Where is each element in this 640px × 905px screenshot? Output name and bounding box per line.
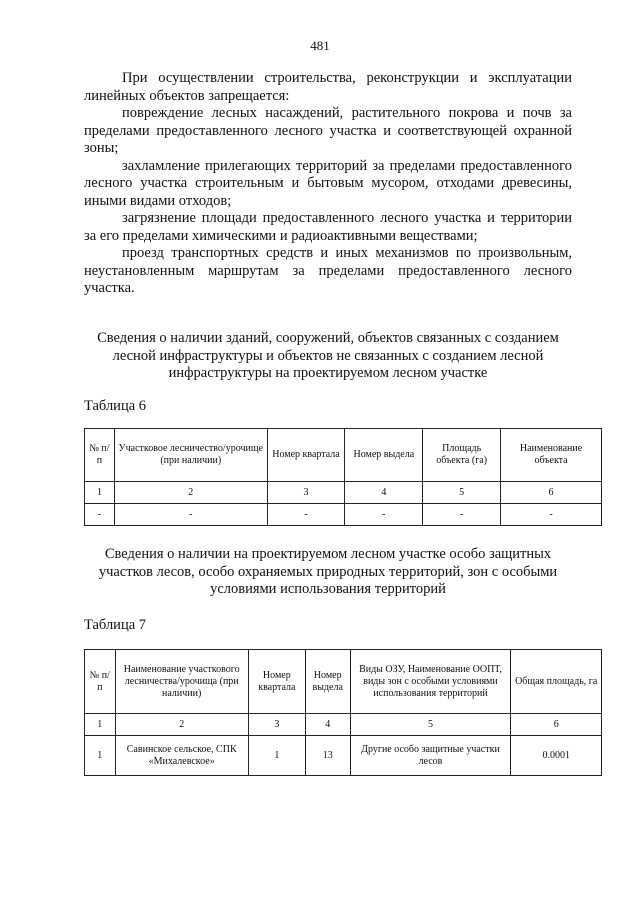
table6-header-cell: Номер квартала (267, 429, 345, 482)
table7-cell: Другие особо защитные участки лесов (350, 736, 511, 776)
table6-header-cell: Участковое лесничество/урочище (при наличии) (114, 429, 267, 482)
intro-text (84, 70, 572, 298)
table6-cell: - (423, 504, 501, 526)
table7-cell: 0.0001 (511, 736, 602, 776)
table6-cell: - (85, 504, 115, 526)
table6-cell: - (267, 504, 345, 526)
table6-header-cell: Наименование объекта (501, 429, 602, 482)
table7-header-cell: Номер квартала (248, 650, 305, 714)
table7-header-cell: № п/п (85, 650, 116, 714)
table6-number-cell: 3 (267, 482, 345, 504)
table6-number-cell: 1 (85, 482, 115, 504)
table7-number-cell: 3 (248, 714, 305, 736)
table6-header-cell: № п/п (85, 429, 115, 482)
table6-number-cell: 2 (114, 482, 267, 504)
table7-header-cell: Номер выдела (305, 650, 350, 714)
table6-number-cell: 5 (423, 482, 501, 504)
table-row (85, 504, 602, 526)
table6-cell: - (345, 504, 423, 526)
intro-paragraph-2: повреждение лесных насаждений, растительного покрова и почв за пределами предоставленного лесного участка и соответствующей охранной зоны; (84, 105, 572, 156)
table6-cell: - (114, 504, 267, 526)
table7-cell: 1 (248, 736, 305, 776)
intro-paragraph-4: загрязнение площади предоставленного лесного участка и территории за его пределами химическими и радиоактивными веществами; (84, 210, 572, 244)
table-7 (84, 649, 602, 776)
table7-number-cell: 4 (305, 714, 350, 736)
table6-header-cell: Номер выдела (345, 429, 423, 482)
section1-heading: Сведения о наличии зданий, сооружений, объектов связанных с созданием лесной инфраструктуры и объектов не связанных с созданием лесной инфраструктуры на проектируемом лесном участке (97, 330, 559, 381)
table-row (85, 736, 602, 776)
table7-number-cell: 1 (85, 714, 116, 736)
table6-number-cell: 4 (345, 482, 423, 504)
table7-header-row (85, 650, 602, 714)
table-6 (84, 428, 602, 526)
table6-header-cell: Площадь объекта (га) (423, 429, 501, 482)
table6-number-cell: 6 (501, 482, 602, 504)
intro-paragraph-5: проезд транспортных средств и иных механизмов по произвольным, неустановленным маршрутам за пределами предоставленного лесного участка. (84, 245, 572, 296)
table7-cell: 13 (305, 736, 350, 776)
table6-cell: - (501, 504, 602, 526)
table7-cell: 1 (85, 736, 116, 776)
table7-number-cell: 6 (511, 714, 602, 736)
table6-number-row (85, 482, 602, 504)
table7-cell: Савинское сельское, СПК «Михалевское» (115, 736, 248, 776)
table7-header-cell: Общая площадь, га (511, 650, 602, 714)
table6-header-row (85, 429, 602, 482)
table6-label: Таблица 6 (84, 398, 147, 414)
table7-label: Таблица 7 (84, 617, 147, 633)
table7-number-cell: 5 (350, 714, 511, 736)
table7-number-cell: 2 (115, 714, 248, 736)
table7-header-cell: Виды ОЗУ, Наименование ООПТ, виды зон с особыми условиями использования территорий (350, 650, 511, 714)
section2-heading: Сведения о наличии на проектируемом лесном участке особо защитных участков лесов, особо охраняемых природных территорий, зон с особыми условиями использования территорий (98, 546, 558, 597)
intro-paragraph-3: захламление прилегающих территорий за пределами предоставленного лесного участка строительным и бытовым мусором, отходами древесины, иными видами отходов; (84, 157, 572, 209)
intro-paragraph-1: При осуществлении строительства, реконструкции и эксплуатации линейных объектов запрещается: (84, 70, 572, 104)
page-number: 481 (310, 38, 330, 53)
table7-number-row (85, 714, 602, 736)
table7-header-cell: Наименование участкового лесничества/урочища (при наличии) (115, 650, 248, 714)
